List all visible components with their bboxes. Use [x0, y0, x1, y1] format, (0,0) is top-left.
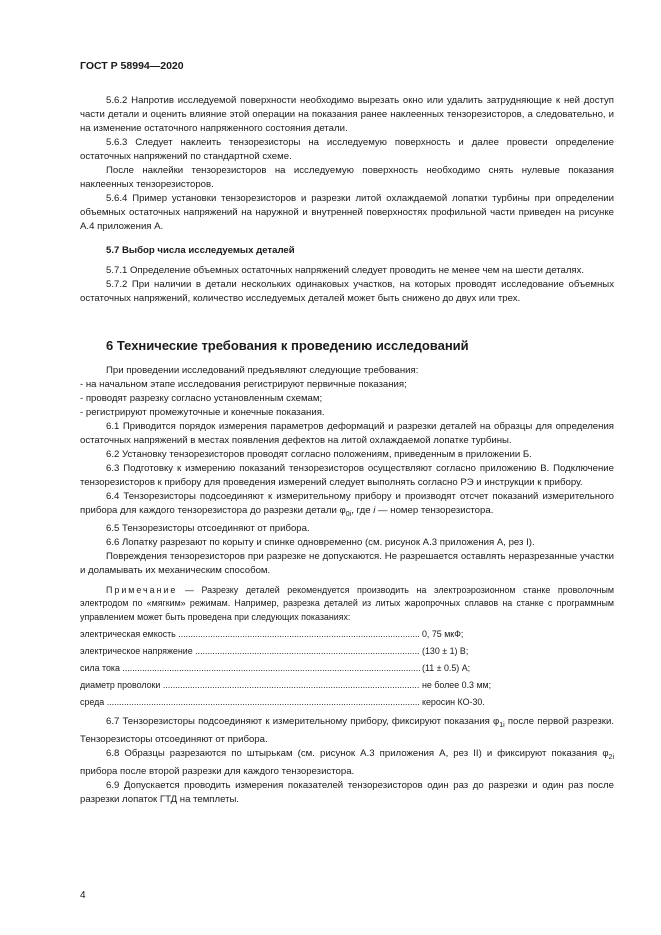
- paragraph-5-6-3-cont: После наклейки тензорезисторов на исследуемую поверхность необходимо снять нулевые показания наклеенных тензорезисторов.: [80, 165, 614, 190]
- paragraph-6-6-cont: Повреждения тензорезисторов при разрезке не допускаются. Не разрешается оставлять неразрезанные участки и доламывать их механическим способом.: [80, 550, 614, 576]
- paragraph-6-6: 6.6 Лопатку разрезают по корыту и спинке одновременно (см. рисунок А.3 приложения А, рез I).: [106, 536, 535, 548]
- paragraph-6-5: 6.5 Тензорезисторы отсоединяют от прибора.: [106, 522, 310, 534]
- paragraph-5-6-3: 5.6.3 Следует наклеить тензорезисторы на исследуемую поверхность и далее провести определение остаточных напряжений по стандартной схеме.: [80, 137, 614, 162]
- note: [80, 584, 614, 625]
- subsection-title-5-7: 5.7 Выбор числа исследуемых деталей: [106, 245, 295, 256]
- parameter-row: сила тока ..... (11 ± 0.5) А;: [80, 660, 614, 677]
- paragraph-6-9: 6.9 Допускается проводить измерения показателей тензорезисторов один раз до разрезки и один раз после разрезки лопаток ГТД на темплеты.: [80, 780, 614, 806]
- paragraph-6-4: 6.4 Тензорезисторы подсоединяют к измерительному прибору и производят отсчет показаний измерительного прибора для каждого тензорезистора до разрезки детали $\varphi_{0i}$, где i — номер тензорезистора.: [80, 491, 614, 518]
- paragraph-6-2: 6.2 Установку тензорезисторов проводят согласно положениям, приведенным в приложении Б.: [106, 449, 532, 460]
- paragraph-5-6-2: 5.6.2 Напротив исследуемой поверхности необходимо вырезать окно или удалить затрудняющие к ней доступ части детали и оценить влияние этой операции на показания ранее наклеенных тензорезисторов, а следовательно, и на изменение остаточного напряженного состояния детали.: [80, 95, 614, 134]
- list-item: - регистрируют промежуточные и конечные показания.: [80, 407, 325, 418]
- parameter-row: электрическая емкость ..... 0, 75 мкФ;: [80, 626, 614, 643]
- section-6-intro: При проведении исследований предъявляют следующие требования:: [106, 365, 419, 376]
- parameter-row: диаметр проволоки ..... не более 0.3 мм;: [80, 677, 614, 694]
- list-item: - на начальном этапе исследования регистрируют первичные показания;: [80, 379, 407, 390]
- section-6-text: [80, 364, 614, 807]
- page-number: 4: [80, 890, 86, 901]
- parameter-row: электрическое напряжение ..... (130 ± 1) В;: [80, 643, 614, 660]
- note-text: — Разрезку деталей рекомендуется производить на электроэрозионном станке проволочным электродом по «мягким» режимам. Например, разрезка деталей из литых жаропрочных сплавов на станке с программным управлением может быть проведена при следующих показаниях:: [80, 584, 614, 622]
- paragraph-5-7-2: 5.7.2 При наличии в детали нескольких одинаковых участков, на которых проводят исследование объемных остаточных напряжений, количество исследуемых деталей может быть снижено до двух или трех.: [80, 279, 614, 304]
- paragraph-6-7: 6.7 Тензорезисторы подсоединяют к измерительному прибору, фиксируют показания $\varphi_{1i}$ после первой разрезки. Тензорезисторы отсоединяют от прибора.: [80, 716, 615, 746]
- section-6-title: 6 Технические требования к проведению исследований: [106, 338, 469, 353]
- paragraph-5-6-4: 5.6.4 Пример установки тензорезисторов и разрезки литой охлаждаемой лопатки турбины при определении объемных остаточных напряжений на наружной и внутренней поверхностях профильной части приведен на рисунке А.4 приложения А.: [80, 193, 614, 232]
- parameters-list: [80, 626, 614, 711]
- section-5-6-text: [80, 94, 614, 306]
- list-item: - проводят разрезку согласно установленным схемам;: [80, 393, 323, 404]
- paragraph-5-7-1: 5.7.1 Определение объемных остаточных напряжений следует проводить не менее чем на шести деталях.: [106, 265, 585, 276]
- document-code: ГОСТ Р 58994—2020: [80, 60, 184, 72]
- note-label: Примечание: [106, 584, 178, 595]
- paragraph-6-1: 6.1 Приводится порядок измерения параметров деформаций и разрезки деталей на образцы для определения остаточных напряжений в местах появления дефектов на литой охлаждаемой лопатке турбины.: [80, 421, 614, 446]
- paragraph-6-3: 6.3 Подготовку к измерению показаний тензорезисторов осуществляют согласно приложению В. Подключение тензорезисторов к прибору для проведения измерений следует выполнять согласно РЭ и инструкции к прибору.: [80, 463, 614, 488]
- parameter-row: среда ..... керосин КО-30.: [80, 694, 614, 711]
- paragraph-6-8: 6.8 Образцы разрезаются по штырькам (см. рисунок А.3 приложения А, рез II) и фиксируют показания $\varphi_{2i}$ прибора после второй разрезки для каждого тензорезистора.: [80, 748, 614, 778]
